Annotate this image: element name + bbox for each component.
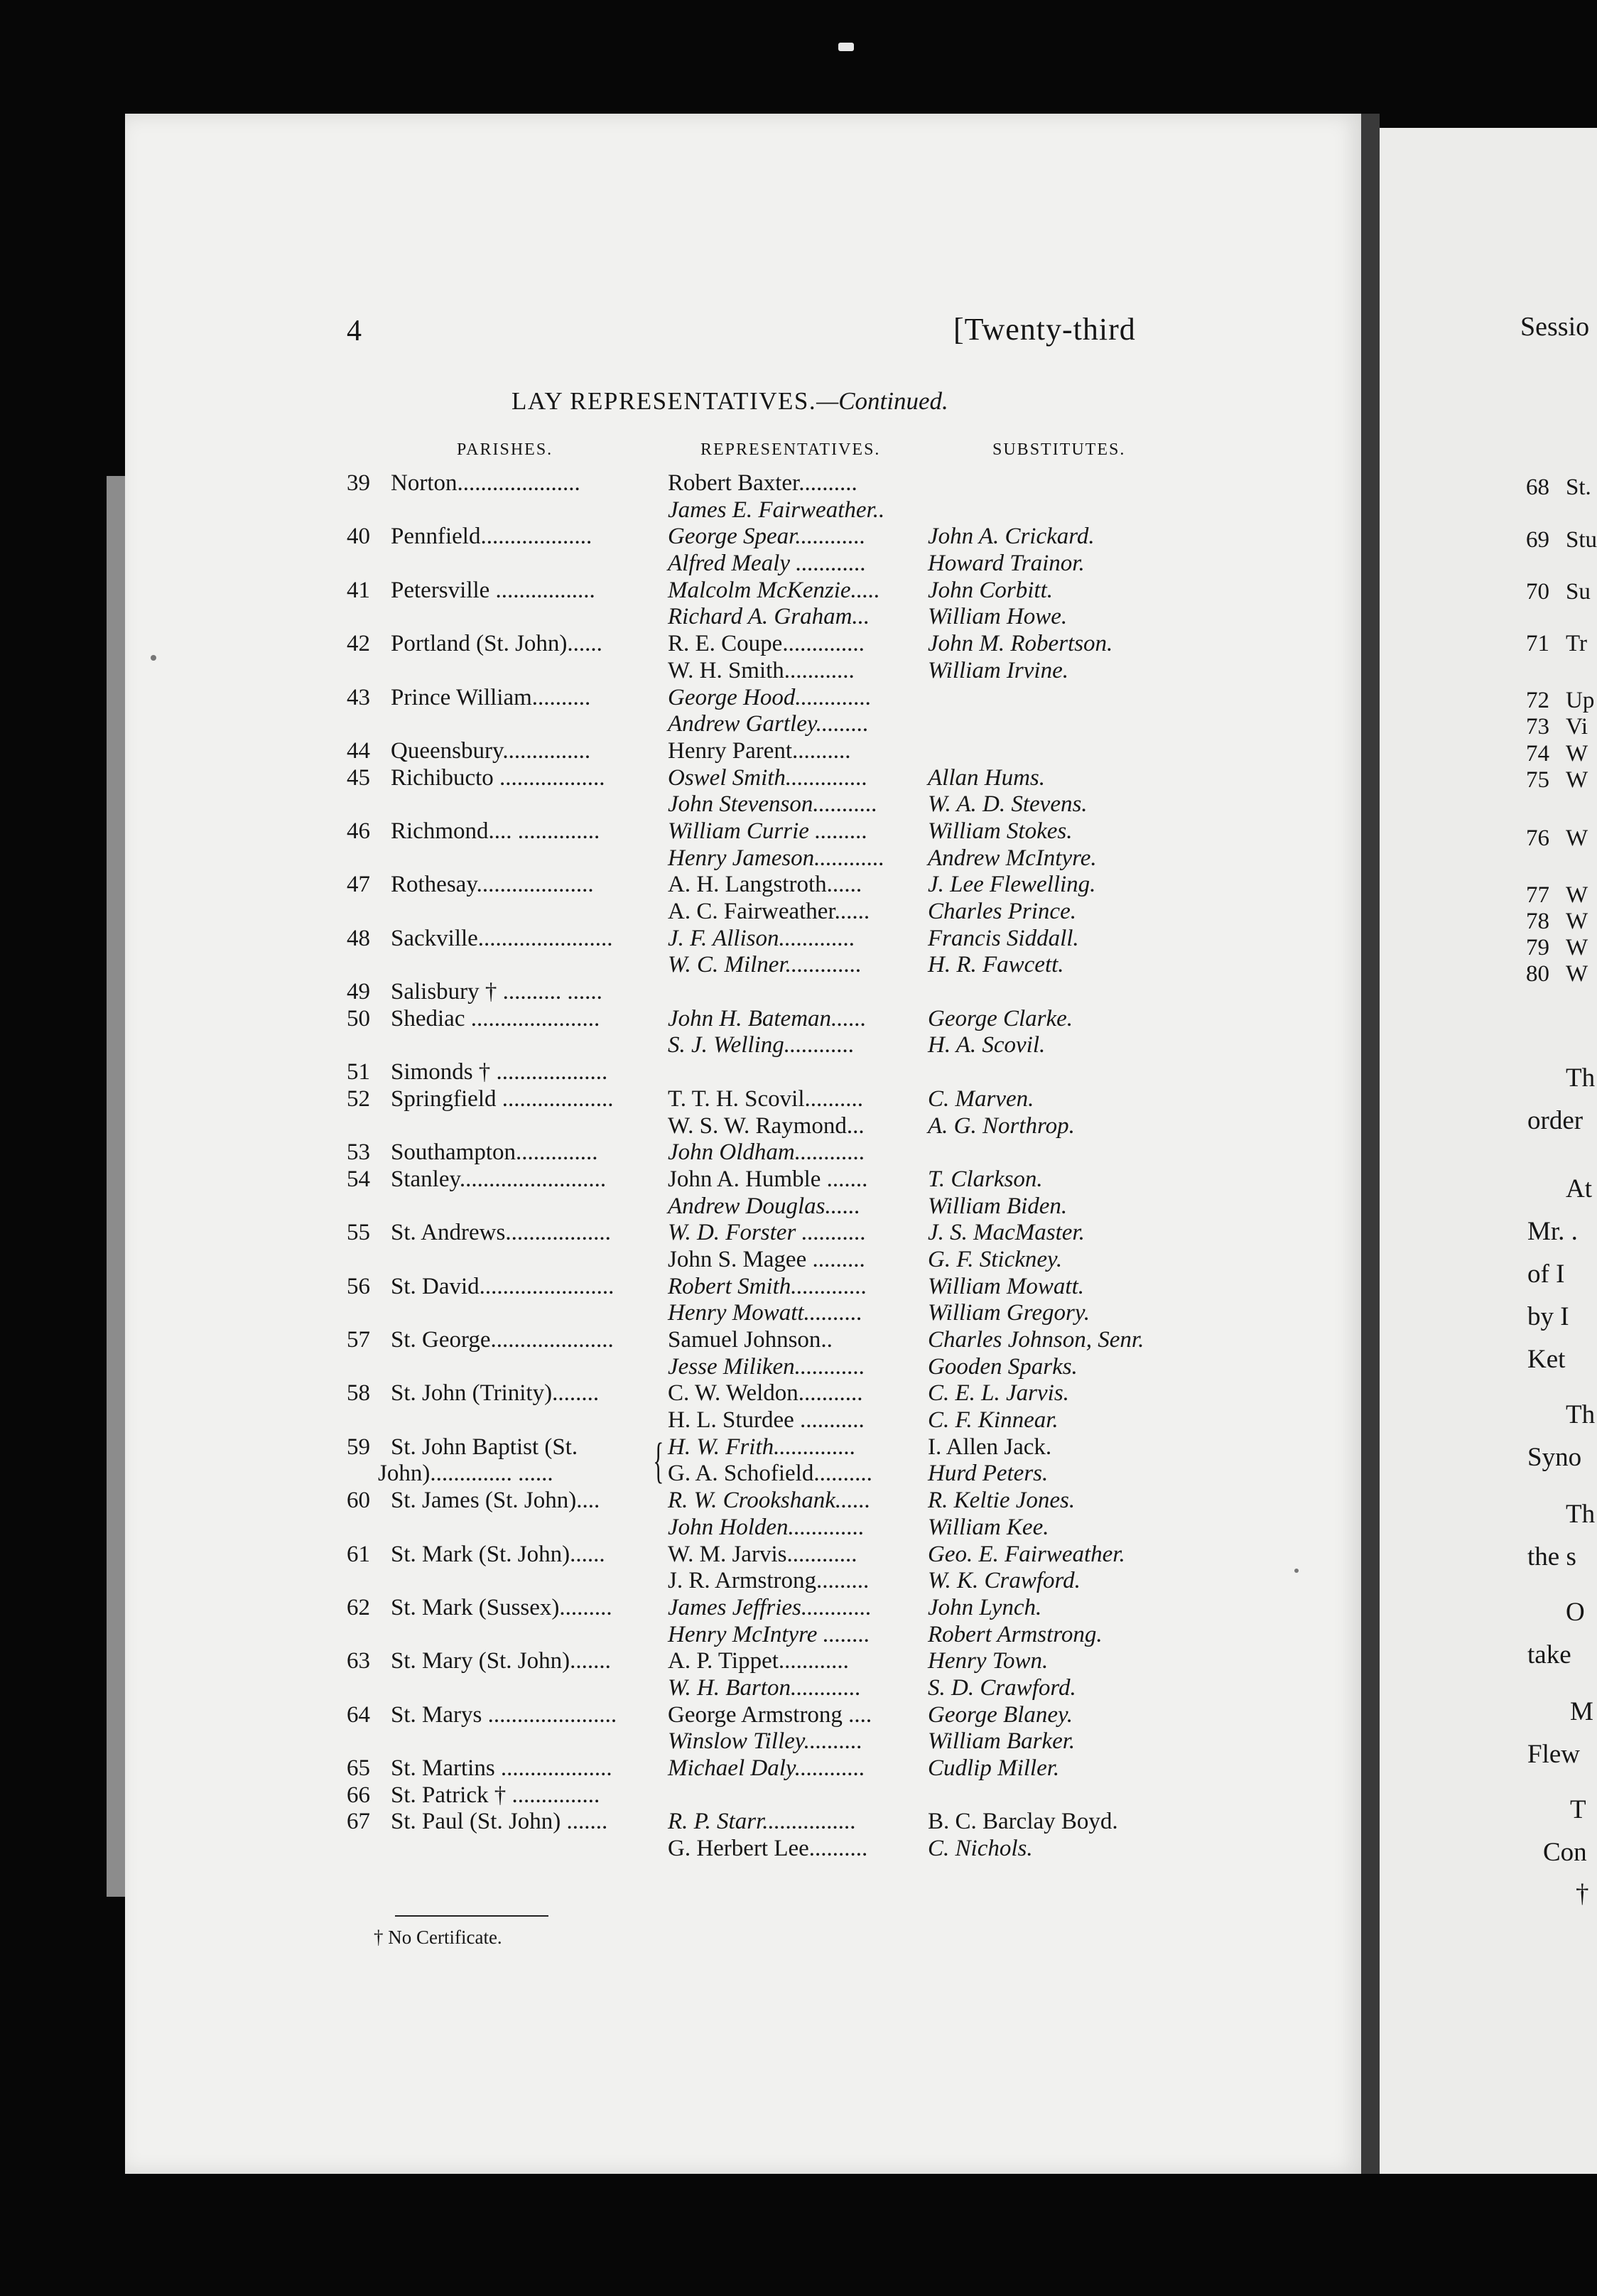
table-row (347, 1059, 1270, 1086)
representative-name: Henry McIntyre ........ (668, 1621, 870, 1647)
parish-name: Portland (St. John)...... (391, 631, 602, 657)
facing-entry: 78 (1526, 909, 1549, 934)
table-row (347, 1247, 1270, 1274)
row-number: 54 (347, 1166, 370, 1192)
representative-name: Oswel Smith.............. (668, 764, 868, 791)
substitute-name: William Biden. (928, 1193, 1068, 1219)
table-row (347, 1032, 1270, 1059)
row-number: 65 (347, 1755, 370, 1781)
representative-name: George Armstrong .... (668, 1701, 872, 1728)
table-row (347, 631, 1270, 658)
parish-name: Simonds † ................... (391, 1059, 608, 1085)
section-title (511, 387, 948, 416)
substitute-name: H. A. Scovil. (928, 1032, 1046, 1058)
table-row (347, 738, 1270, 765)
facing-entry-text: W (1566, 741, 1588, 767)
brace-mark: { (653, 1433, 664, 1488)
section-title-suffix: —Continued. (816, 387, 948, 415)
parish-name: Salisbury † .......... ...... (391, 979, 602, 1005)
table-row (347, 1595, 1270, 1622)
representative-name: T. T. H. Scovil.......... (668, 1085, 863, 1112)
representative-name: A. C. Fairweather...... (668, 899, 870, 924)
representative-name: Jesse Miliken............ (668, 1353, 865, 1380)
substitute-name: C. Marven. (928, 1085, 1034, 1112)
parish-name: Norton..................... (391, 470, 580, 496)
row-number: 44 (347, 737, 370, 764)
substitute-name: J. S. MacMaster. (928, 1220, 1085, 1246)
parish-name: Stanley......................... (391, 1166, 607, 1192)
table-row (347, 1354, 1270, 1381)
parish-name: St. Patrick † ............... (391, 1782, 600, 1808)
row-number: 58 (347, 1380, 370, 1407)
facing-text-line: Th (1566, 1063, 1596, 1093)
representative-name: John Holden............. (668, 1514, 865, 1540)
substitute-name: J. Lee Flewelling. (928, 872, 1096, 898)
substitute-name: Hurd Peters. (928, 1461, 1049, 1487)
facing-text-line: O (1566, 1598, 1585, 1627)
facing-text-line: Con (1543, 1838, 1587, 1867)
parish-name: Springfield ................... (391, 1085, 614, 1112)
representative-name: R. W. Crookshank...... (668, 1488, 871, 1514)
representative-name: John A. Humble ....... (668, 1166, 868, 1192)
representative-name: W. S. W. Raymond... (668, 1112, 865, 1139)
parish-name: Rothesay.................... (391, 872, 594, 898)
facing-entry-text: Tr (1566, 631, 1587, 656)
page-gutter (1361, 114, 1380, 2174)
representative-name: G. Herbert Lee.......... (668, 1836, 868, 1862)
representative-name: Henry Jameson............ (668, 845, 885, 871)
table-row (347, 470, 1270, 497)
substitute-name: C. F. Kinnear. (928, 1407, 1059, 1434)
substitute-name: William Irvine. (928, 657, 1068, 683)
substitute-name: A. G. Northrop. (928, 1112, 1075, 1139)
row-number: 43 (347, 684, 370, 710)
row-number: 66 (347, 1782, 370, 1808)
substitute-name: Howard Trainor. (928, 551, 1085, 577)
representative-name: George Hood............. (668, 684, 872, 710)
representative-name: H. L. Sturdee ........... (668, 1407, 865, 1434)
table-row (347, 578, 1270, 605)
facing-text-line: the s (1527, 1542, 1576, 1571)
facing-entry-text: Up (1566, 688, 1595, 713)
representative-name: Richard A. Graham... (668, 604, 870, 630)
representative-name: W. H. Barton............ (668, 1674, 861, 1701)
substitute-name: C. E. L. Jarvis. (928, 1380, 1069, 1407)
row-number: 50 (347, 1005, 370, 1031)
substitute-name: I. Allen Jack. (928, 1434, 1052, 1460)
substitute-name: John Lynch. (928, 1594, 1042, 1620)
parish-name: Southampton.............. (391, 1139, 598, 1166)
parish-name: St. John Baptist (St. (391, 1434, 578, 1460)
table-row (347, 1622, 1270, 1649)
row-number: 55 (347, 1220, 370, 1246)
parish-name: St. Mary (St. John)....... (391, 1648, 611, 1674)
facing-entry: 80 (1526, 961, 1549, 987)
substitute-name: George Clarke. (928, 1005, 1073, 1031)
representative-name: John S. Magee ......... (668, 1246, 865, 1272)
facing-entry: 79 (1526, 935, 1549, 960)
substitute-name: William Howe. (928, 604, 1068, 630)
table-row (347, 1461, 1270, 1488)
facing-entry-text: W (1566, 961, 1588, 987)
substitute-name: C. Nichols. (928, 1836, 1033, 1862)
table-row (347, 1327, 1270, 1354)
substitute-name: Geo. E. Fairweather. (928, 1541, 1125, 1567)
substitute-name: Allan Hums. (928, 764, 1045, 791)
table-row (347, 1755, 1270, 1782)
table-row (347, 604, 1270, 631)
substitute-name: S. D. Crawford. (928, 1674, 1076, 1701)
facing-text-line: Syno (1527, 1443, 1582, 1472)
substitute-name: Charles Prince. (928, 899, 1076, 924)
row-number: 53 (347, 1139, 370, 1166)
row-number: 41 (347, 577, 370, 603)
parish-name: St. Paul (St. John) ....... (391, 1809, 608, 1835)
table-row (347, 1648, 1270, 1675)
facing-text-line: take (1527, 1640, 1571, 1669)
representative-name: William Currie ......... (668, 818, 868, 844)
parish-name: Queensbury............... (391, 737, 591, 764)
table-row (347, 1380, 1270, 1407)
substitute-name: Henry Town. (928, 1648, 1049, 1674)
representative-name: John Stevenson........... (668, 791, 878, 818)
table-row (347, 818, 1270, 845)
section-title-text: LAY REPRESENTATIVES. (511, 387, 817, 415)
row-number: 40 (347, 524, 370, 550)
substitute-name: William Barker. (928, 1728, 1076, 1755)
substitute-name: Charles Johnson, Senr. (928, 1327, 1144, 1353)
table-row (347, 1193, 1270, 1220)
substitute-name: W. K. Crawford. (928, 1568, 1081, 1594)
facing-text-line: Th (1566, 1400, 1596, 1429)
parish-name: St. Martins ................... (391, 1755, 612, 1781)
representative-name: Alfred Mealy ............ (668, 551, 867, 577)
representative-name: John H. Bateman...... (668, 1005, 867, 1031)
footnote-rule (395, 1915, 548, 1917)
parish-name: Petersville ................. (391, 577, 595, 603)
facing-text-line: Flew (1527, 1740, 1580, 1769)
table-row (347, 1139, 1270, 1166)
facing-entry-text: W (1566, 767, 1588, 793)
table-row (347, 952, 1270, 979)
table-row (347, 524, 1270, 551)
row-number: 39 (347, 470, 370, 496)
row-number: 45 (347, 764, 370, 791)
table-row (347, 1113, 1270, 1140)
substitute-name: R. Keltie Jones. (928, 1488, 1076, 1514)
facing-text-line: At (1566, 1174, 1592, 1203)
facing-entry-text: W (1566, 882, 1588, 908)
parish-name: Shediac ...................... (391, 1005, 600, 1031)
table-row (347, 1568, 1270, 1595)
facing-entry-text: W (1566, 909, 1588, 934)
facing-text-line: of I (1527, 1260, 1565, 1289)
facing-running-head: Sessio (1520, 312, 1590, 342)
substitute-name: William Stokes. (928, 818, 1073, 844)
facing-text-line: Th (1566, 1500, 1596, 1529)
table-row (347, 845, 1270, 872)
column-header-parishes: PARISHES. (457, 440, 553, 459)
facing-entry-text: W (1566, 825, 1588, 851)
running-head: [Twenty-third (953, 312, 1136, 347)
representative-name: George Spear............ (668, 524, 866, 550)
representative-name: J. F. Allison............. (668, 925, 855, 951)
row-number: 52 (347, 1085, 370, 1112)
representative-name: James Jeffries............ (668, 1594, 872, 1620)
row-number: 67 (347, 1809, 370, 1835)
table-row (347, 765, 1270, 792)
substitute-name: G. F. Stickney. (928, 1246, 1063, 1272)
table-row (347, 1809, 1270, 1836)
parish-name: St. Marys ...................... (391, 1701, 617, 1728)
table-row (347, 926, 1270, 953)
representative-name: Samuel Johnson.. (668, 1327, 833, 1353)
margin-mark (1294, 1569, 1299, 1573)
row-number: 51 (347, 1059, 370, 1085)
facing-text-line: † (1576, 1879, 1589, 1908)
column-header-representatives: REPRESENTATIVES. (700, 440, 881, 459)
facing-entry-text: St. (1566, 475, 1591, 500)
table-row (347, 658, 1270, 685)
facing-entry: 72 (1526, 688, 1549, 713)
representative-name: Malcolm McKenzie..... (668, 577, 880, 603)
representative-name: H. W. Frith.............. (668, 1434, 856, 1460)
row-number: 59 (347, 1434, 370, 1460)
table-row (347, 1407, 1270, 1434)
substitute-name: H. R. Fawcett. (928, 952, 1064, 978)
facing-text-line: by I (1527, 1302, 1569, 1331)
table-row (347, 1542, 1270, 1569)
representative-name: S. J. Welling............ (668, 1032, 855, 1058)
facing-entry: 74 (1526, 741, 1549, 767)
table-row (347, 1274, 1270, 1301)
facing-entry-text: Su (1566, 579, 1591, 605)
representative-name: W. D. Forster ........... (668, 1220, 867, 1246)
row-number: 63 (347, 1648, 370, 1674)
substitute-name: Robert Armstrong. (928, 1621, 1103, 1647)
representative-name: R. E. Coupe.............. (668, 631, 865, 657)
facing-entry: 70 (1526, 579, 1549, 605)
table-row (347, 1675, 1270, 1702)
table-row (347, 1728, 1270, 1755)
representative-name: Robert Smith............. (668, 1273, 867, 1299)
table-row (347, 1488, 1270, 1515)
facing-entry-text: Stu (1566, 527, 1597, 553)
substitute-name: William Kee. (928, 1514, 1049, 1540)
parish-name: St. John (Trinity)........ (391, 1380, 600, 1407)
facing-entry: 77 (1526, 882, 1549, 908)
table-row (347, 1300, 1270, 1327)
representative-name: Andrew Douglas...... (668, 1193, 861, 1219)
table-row (347, 551, 1270, 578)
row-number: 64 (347, 1701, 370, 1728)
parish-name: Pennfield................... (391, 524, 592, 550)
parish-name: St. Mark (Sussex)......... (391, 1594, 612, 1620)
representative-name: J. R. Armstrong......... (668, 1568, 870, 1594)
table-row (347, 1086, 1270, 1113)
substitute-name: William Mowatt. (928, 1273, 1085, 1299)
parish-name: Richibucto .................. (391, 764, 605, 791)
table-row (347, 1006, 1270, 1033)
table-row (347, 1166, 1270, 1193)
table-row (347, 1836, 1270, 1863)
table-row (347, 1515, 1270, 1542)
table-row (347, 497, 1270, 524)
representative-name: W. M. Jarvis............ (668, 1541, 857, 1567)
facing-entry: 71 (1526, 631, 1549, 656)
substitute-name: B. C. Barclay Boyd. (928, 1809, 1118, 1835)
substitute-name: William Gregory. (928, 1300, 1090, 1326)
substitute-name: Gooden Sparks. (928, 1353, 1078, 1380)
parish-name: St. James (St. John).... (391, 1488, 600, 1514)
parish-name: Prince William.......... (391, 684, 591, 710)
representative-name: John Oldham............ (668, 1139, 865, 1166)
facing-entry: 73 (1526, 714, 1549, 740)
table-row (347, 791, 1270, 818)
table-row (347, 872, 1270, 899)
representative-name: C. W. Weldon........... (668, 1380, 863, 1407)
facing-text-line: T (1570, 1795, 1586, 1824)
facing-entry-text: Vi (1566, 714, 1588, 740)
row-number: 42 (347, 631, 370, 657)
substitute-name: W. A. D. Stevens. (928, 791, 1088, 818)
facing-text-line: Ket (1527, 1345, 1566, 1374)
facing-text-line: M (1570, 1697, 1593, 1726)
parish-name: St. David....................... (391, 1273, 615, 1299)
table-row (347, 1220, 1270, 1247)
parish-name: John).............. ...... (378, 1461, 553, 1487)
substitute-name: John M. Robertson. (928, 631, 1113, 657)
representative-name: Winslow Tilley.......... (668, 1728, 863, 1755)
substitute-name: T. Clarkson. (928, 1166, 1043, 1192)
representative-name: A. H. Langstroth...... (668, 872, 862, 898)
row-number: 56 (347, 1273, 370, 1299)
substitute-name: Francis Siddall. (928, 925, 1079, 951)
representative-name: Michael Daly............ (668, 1755, 865, 1781)
representatives-table (347, 470, 1270, 1863)
table-row (347, 979, 1270, 1006)
substitute-name: Cudlip Miller. (928, 1755, 1060, 1781)
row-number: 46 (347, 818, 370, 844)
row-number: 47 (347, 872, 370, 898)
representative-name: James E. Fairweather.. (668, 497, 885, 523)
representative-name: Andrew Gartley......... (668, 711, 869, 737)
parish-name: St. Mark (St. John)...... (391, 1541, 605, 1567)
row-number: 48 (347, 925, 370, 951)
substitute-name: George Blaney. (928, 1701, 1073, 1728)
facing-entry: 68 (1526, 475, 1549, 500)
table-row (347, 899, 1270, 926)
parish-name: St. Andrews.................. (391, 1220, 611, 1246)
facing-entry-text: W (1566, 935, 1588, 960)
facing-entry: 69 (1526, 527, 1549, 553)
column-header-substitutes: SUBSTITUTES. (992, 440, 1126, 459)
representative-name: A. P. Tippet............ (668, 1648, 849, 1674)
page-number: 4 (347, 315, 362, 347)
facing-text-line: Mr. . (1527, 1217, 1578, 1246)
parish-name: Richmond.... .............. (391, 818, 600, 844)
row-number: 62 (347, 1594, 370, 1620)
representative-name: G. A. Schofield.......... (668, 1461, 872, 1487)
representative-name: W. C. Milner............. (668, 952, 862, 978)
representative-name: Henry Mowatt.......... (668, 1300, 863, 1326)
row-number: 60 (347, 1488, 370, 1514)
facing-text-line: order (1527, 1106, 1584, 1135)
substitute-name: John A. Crickard. (928, 524, 1095, 550)
table-row (347, 685, 1270, 712)
parish-name: St. George..................... (391, 1327, 614, 1353)
table-row (347, 1702, 1270, 1729)
facing-entry: 76 (1526, 825, 1549, 851)
representative-name: Robert Baxter.......... (668, 470, 857, 496)
representative-name: Henry Parent.......... (668, 737, 851, 764)
representative-name: W. H. Smith............ (668, 657, 855, 683)
dust-mark (838, 43, 854, 51)
row-number: 57 (347, 1327, 370, 1353)
representative-name: R. P. Starr................ (668, 1809, 857, 1835)
row-number: 61 (347, 1541, 370, 1567)
footnote: † No Certificate. (374, 1927, 502, 1948)
row-number: 49 (347, 979, 370, 1005)
facing-entry: 75 (1526, 767, 1549, 793)
parish-name: Sackville....................... (391, 925, 613, 951)
substitute-name: Andrew McIntyre. (928, 845, 1097, 871)
table-row (347, 711, 1270, 738)
substitute-name: John Corbitt. (928, 577, 1054, 603)
table-row (347, 1782, 1270, 1809)
margin-mark (151, 655, 156, 661)
